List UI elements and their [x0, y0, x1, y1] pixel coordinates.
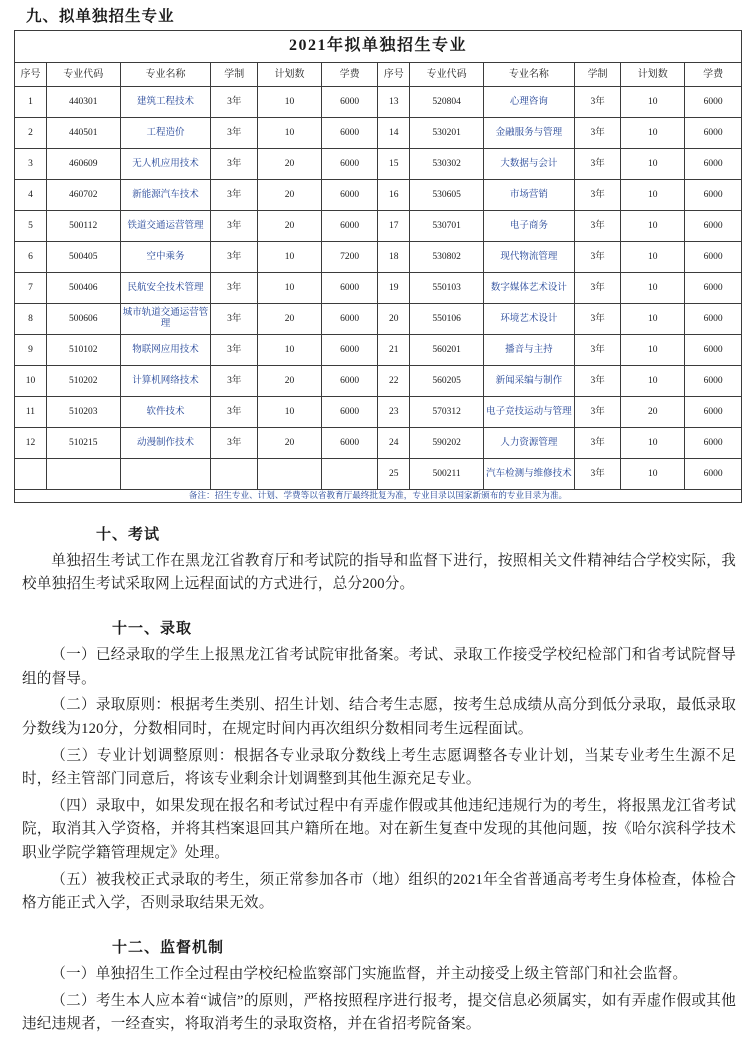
- cell-code: 460609: [46, 149, 120, 180]
- cell-no: 10: [15, 366, 47, 397]
- table-row: [15, 118, 742, 149]
- cell-plan: 10: [621, 459, 685, 490]
- cell-plan: 10: [621, 366, 685, 397]
- cell-name: 环境艺术设计: [483, 304, 574, 335]
- cell-plan: 20: [258, 428, 322, 459]
- table-row: [15, 397, 742, 428]
- cell-plan: 20: [258, 149, 322, 180]
- cell-fee: 6000: [321, 180, 377, 211]
- cell-name: 工程造价: [120, 118, 211, 149]
- cell-name: 空中乘务: [120, 242, 211, 273]
- cell-years: 3年: [211, 118, 258, 149]
- majors-table: [14, 30, 742, 503]
- cell-years: 3年: [574, 149, 621, 180]
- cell-years: 3年: [574, 428, 621, 459]
- cell-name: 数字媒体艺术设计: [483, 273, 574, 304]
- col-header-plan-right: 计划数: [621, 62, 685, 86]
- cell-no: 13: [378, 87, 410, 118]
- cell-plan: 20: [258, 180, 322, 211]
- section-heading-majors: 九、拟单独招生专业: [26, 8, 175, 25]
- cell-code: 500112: [46, 211, 120, 242]
- cell-no: 24: [378, 428, 410, 459]
- cell-code: 440301: [46, 87, 120, 118]
- cell-no: 16: [378, 180, 410, 211]
- cell-code: 500211: [410, 459, 484, 490]
- cell-code: 560201: [410, 335, 484, 366]
- cell-fee: 6000: [685, 87, 742, 118]
- cell-plan: 10: [621, 273, 685, 304]
- cell-plan: 20: [258, 211, 322, 242]
- cell-no: 7: [15, 273, 47, 304]
- cell-years: 3年: [574, 366, 621, 397]
- cell-years: 3年: [211, 211, 258, 242]
- cell-name: 心理咨询: [483, 87, 574, 118]
- cell-fee: 6000: [685, 273, 742, 304]
- col-header-no-right: 序号: [378, 62, 410, 86]
- cell-plan: 10: [258, 335, 322, 366]
- cell-no: 8: [15, 304, 47, 335]
- cell-fee: 6000: [685, 335, 742, 366]
- cell-years: 3年: [211, 397, 258, 428]
- cell-name: 民航安全技术管理: [120, 273, 211, 304]
- table-row: [15, 180, 742, 211]
- cell-name: 铁道交通运营管理: [120, 211, 211, 242]
- table-row: [15, 459, 742, 490]
- cell-no: 20: [378, 304, 410, 335]
- cell-name: 物联网应用技术: [120, 335, 211, 366]
- cell-fee: 6000: [685, 242, 742, 273]
- table-row: [15, 87, 742, 118]
- cell-code: 500405: [46, 242, 120, 273]
- cell-fee: 6000: [685, 304, 742, 335]
- cell-plan: 20: [258, 304, 322, 335]
- cell-name: 动漫制作技术: [120, 428, 211, 459]
- cell-name: 市场营销: [483, 180, 574, 211]
- cell-fee: 6000: [685, 118, 742, 149]
- cell-fee: 6000: [321, 304, 377, 335]
- table-title: 2021年拟单独招生专业: [15, 31, 742, 63]
- cell-name: 电子竞技运动与管理: [483, 397, 574, 428]
- cell-plan: 10: [621, 335, 685, 366]
- cell-name: 播音与主持: [483, 335, 574, 366]
- cell-name: 现代物流管理: [483, 242, 574, 273]
- cell-years: 3年: [574, 459, 621, 490]
- cell-name: 建筑工程技术: [120, 87, 211, 118]
- cell-plan: 10: [258, 242, 322, 273]
- cell-fee: 6000: [321, 273, 377, 304]
- cell-name: 无人机应用技术: [120, 149, 211, 180]
- cell-plan: 10: [621, 304, 685, 335]
- cell-fee: 6000: [685, 366, 742, 397]
- cell-years: 3年: [211, 304, 258, 335]
- cell-code: 530701: [410, 211, 484, 242]
- cell-years: 3年: [574, 335, 621, 366]
- cell-years: 3年: [574, 397, 621, 428]
- cell-plan: 20: [621, 397, 685, 428]
- cell-years: 3年: [574, 87, 621, 118]
- cell-code: 550106: [410, 304, 484, 335]
- cell-no: 14: [378, 118, 410, 149]
- cell-code: 550103: [410, 273, 484, 304]
- table-row: [15, 211, 742, 242]
- cell-code: 530802: [410, 242, 484, 273]
- cell-plan: 10: [621, 211, 685, 242]
- cell-plan: 10: [258, 87, 322, 118]
- cell-code: [46, 459, 120, 490]
- cell-code: 520804: [410, 87, 484, 118]
- cell-plan: 10: [258, 397, 322, 428]
- cell-name: 计算机网络技术: [120, 366, 211, 397]
- col-header-years-right: 学制: [574, 62, 621, 86]
- cell-code: 510102: [46, 335, 120, 366]
- table-body: [15, 87, 742, 503]
- cell-plan: 10: [621, 242, 685, 273]
- paragraph-supervision-1: （一）单独招生工作全过程由学校纪检监察部门实施监督，并主动接受上级主管部门和社会监督。: [51, 966, 688, 983]
- cell-code: 510215: [46, 428, 120, 459]
- document-page: [0, 4, 756, 1037]
- cell-no: 25: [378, 459, 410, 490]
- cell-code: 570312: [410, 397, 484, 428]
- cell-name: 新能源汽车技术: [120, 180, 211, 211]
- cell-plan: 10: [621, 87, 685, 118]
- cell-code: 530302: [410, 149, 484, 180]
- cell-years: 3年: [211, 242, 258, 273]
- cell-fee: 6000: [321, 87, 377, 118]
- cell-years: 3年: [211, 273, 258, 304]
- paragraph-admission-1: （一）已经录取的学生上报黑龙江省考试院审批备案。考试、录取工作接受学校纪检部门和省考试院督导组的督导。: [22, 647, 736, 687]
- table-row: [15, 335, 742, 366]
- table-row: [15, 242, 742, 273]
- cell-fee: [321, 459, 377, 490]
- cell-code: 440501: [46, 118, 120, 149]
- table-note-row: [15, 490, 742, 503]
- cell-fee: 6000: [321, 428, 377, 459]
- cell-fee: 6000: [321, 335, 377, 366]
- cell-no: 5: [15, 211, 47, 242]
- paragraph-admission-3: （三）专业计划调整原则：根据各专业录取分数线上考生志愿调整各专业计划，当某专业考生生源不足时，经主管部门同意后，将该专业剩余计划调整到其他生源充足专业。: [22, 747, 736, 788]
- cell-name: [120, 459, 211, 490]
- cell-years: 3年: [574, 118, 621, 149]
- cell-years: 3年: [574, 180, 621, 211]
- cell-fee: 7200: [321, 242, 377, 273]
- cell-plan: 10: [621, 428, 685, 459]
- cell-fee: 6000: [685, 180, 742, 211]
- col-header-no-left: 序号: [15, 62, 47, 86]
- cell-plan: 20: [258, 366, 322, 397]
- table-note: 备注：招生专业、计划、学费等以省教育厅最终批复为准，专业目录以国家新颁布的专业目录为准。: [15, 490, 742, 503]
- paragraph-admission-2: （二）录取原则：根据考生类别、招生计划、结合考生志愿，按考生总成绩从高分到低分录取，最低录取分数线为120分，分数相同时，在规定时间内再次组织分数相同考生远程面试。: [22, 697, 736, 737]
- cell-years: 3年: [211, 428, 258, 459]
- col-header-plan-left: 计划数: [258, 62, 322, 86]
- majors-table-wrapper: [14, 30, 742, 503]
- col-header-code-left: 专业代码: [46, 62, 120, 86]
- cell-plan: [258, 459, 322, 490]
- cell-fee: 6000: [321, 211, 377, 242]
- cell-name: 新闻采编与制作: [483, 366, 574, 397]
- col-header-fee-left: 学费: [321, 62, 377, 86]
- paragraph-admission-4: （四）录取中，如果发现在报名和考试过程中有弄虚作假或其他违纪违规行为的考生，将报黑龙江省考试院，取消其入学资格，并将其档案退回其户籍所在地。对在新生复查中发现的其他问题，按《哈尔滨科学技术职业学院学籍管理规定》处理。: [22, 797, 736, 862]
- cell-name: 金融服务与管理: [483, 118, 574, 149]
- cell-code: 500606: [46, 304, 120, 335]
- cell-no: 17: [378, 211, 410, 242]
- cell-fee: 6000: [321, 149, 377, 180]
- cell-plan: 10: [258, 118, 322, 149]
- cell-plan: 10: [621, 149, 685, 180]
- cell-years: [211, 459, 258, 490]
- cell-fee: 6000: [685, 428, 742, 459]
- col-header-name-left: 专业名称: [120, 62, 211, 86]
- cell-no: 4: [15, 180, 47, 211]
- table-row: [15, 149, 742, 180]
- col-header-fee-right: 学费: [685, 62, 742, 86]
- paragraph-exam-body: 单独招生考试工作在黑龙江省教育厅和考试院的指导和监督下进行，按照相关文件精神结合学校实际，我校单独招生考试采取网上远程面试的方式进行，总分200分。: [22, 552, 736, 593]
- cell-fee: 6000: [685, 211, 742, 242]
- cell-no: 1: [15, 87, 47, 118]
- cell-name: 汽车检测与维修技术: [483, 459, 574, 490]
- cell-no: 9: [15, 335, 47, 366]
- cell-fee: 6000: [685, 397, 742, 428]
- cell-code: 590202: [410, 428, 484, 459]
- paragraph-admission-5: （五）被我校正式录取的考生，须正常参加各市（地）组织的2021年全省普通高考考生身体检查，体检合格方能正式入学，否则录取结果无效。: [22, 871, 736, 912]
- cell-fee: 6000: [321, 366, 377, 397]
- cell-plan: 10: [258, 273, 322, 304]
- cell-years: 3年: [574, 242, 621, 273]
- cell-no: 18: [378, 242, 410, 273]
- cell-name: 软件技术: [120, 397, 211, 428]
- table-header-row: [15, 62, 742, 86]
- cell-no: 22: [378, 366, 410, 397]
- table-row: [15, 304, 742, 335]
- cell-no: 2: [15, 118, 47, 149]
- cell-name: 大数据与会计: [483, 149, 574, 180]
- cell-no: 6: [15, 242, 47, 273]
- cell-no: [15, 459, 47, 490]
- cell-code: 530201: [410, 118, 484, 149]
- cell-no: 19: [378, 273, 410, 304]
- cell-name: 人力资源管理: [483, 428, 574, 459]
- table-title-row: [15, 31, 742, 63]
- cell-name: 电子商务: [483, 211, 574, 242]
- cell-years: 3年: [211, 335, 258, 366]
- cell-years: 3年: [211, 149, 258, 180]
- cell-plan: 10: [621, 180, 685, 211]
- section-heading-admission: 十一、录取: [112, 621, 193, 637]
- cell-years: 3年: [574, 304, 621, 335]
- section-heading-exam: 十、考试: [96, 526, 161, 543]
- cell-fee: 6000: [685, 149, 742, 180]
- cell-code: 510203: [46, 397, 120, 428]
- cell-fee: 6000: [685, 459, 742, 490]
- cell-years: 3年: [211, 87, 258, 118]
- cell-no: 11: [15, 397, 47, 428]
- table-row: [15, 366, 742, 397]
- table-row: [15, 428, 742, 459]
- cell-no: 3: [15, 149, 47, 180]
- col-header-years-left: 学制: [211, 62, 258, 86]
- table-row: [15, 273, 742, 304]
- col-header-name-right: 专业名称: [483, 62, 574, 86]
- cell-years: 3年: [211, 366, 258, 397]
- cell-name: 城市轨道交通运营管理: [120, 304, 211, 335]
- cell-fee: 6000: [321, 397, 377, 428]
- cell-no: 12: [15, 428, 47, 459]
- cell-no: 15: [378, 149, 410, 180]
- cell-plan: 10: [621, 118, 685, 149]
- col-header-code-right: 专业代码: [410, 62, 484, 86]
- cell-code: 510202: [46, 366, 120, 397]
- paragraph-supervision-2: （二）考生本人应本着“诚信”的原则，严格按照程序进行报考，提交信息必须属实，如有弄虚作假或其他违纪违规者，一经查实，将取消考生的录取资格，并在省招考院备案。: [22, 992, 736, 1033]
- cell-code: 460702: [46, 180, 120, 211]
- cell-years: 3年: [211, 180, 258, 211]
- cell-years: 3年: [574, 273, 621, 304]
- cell-no: 23: [378, 397, 410, 428]
- cell-code: 500406: [46, 273, 120, 304]
- cell-code: 530605: [410, 180, 484, 211]
- cell-no: 21: [378, 335, 410, 366]
- cell-fee: 6000: [321, 118, 377, 149]
- section-heading-supervision: 十二、监督机制: [112, 940, 225, 957]
- cell-years: 3年: [574, 211, 621, 242]
- cell-code: 560205: [410, 366, 484, 397]
